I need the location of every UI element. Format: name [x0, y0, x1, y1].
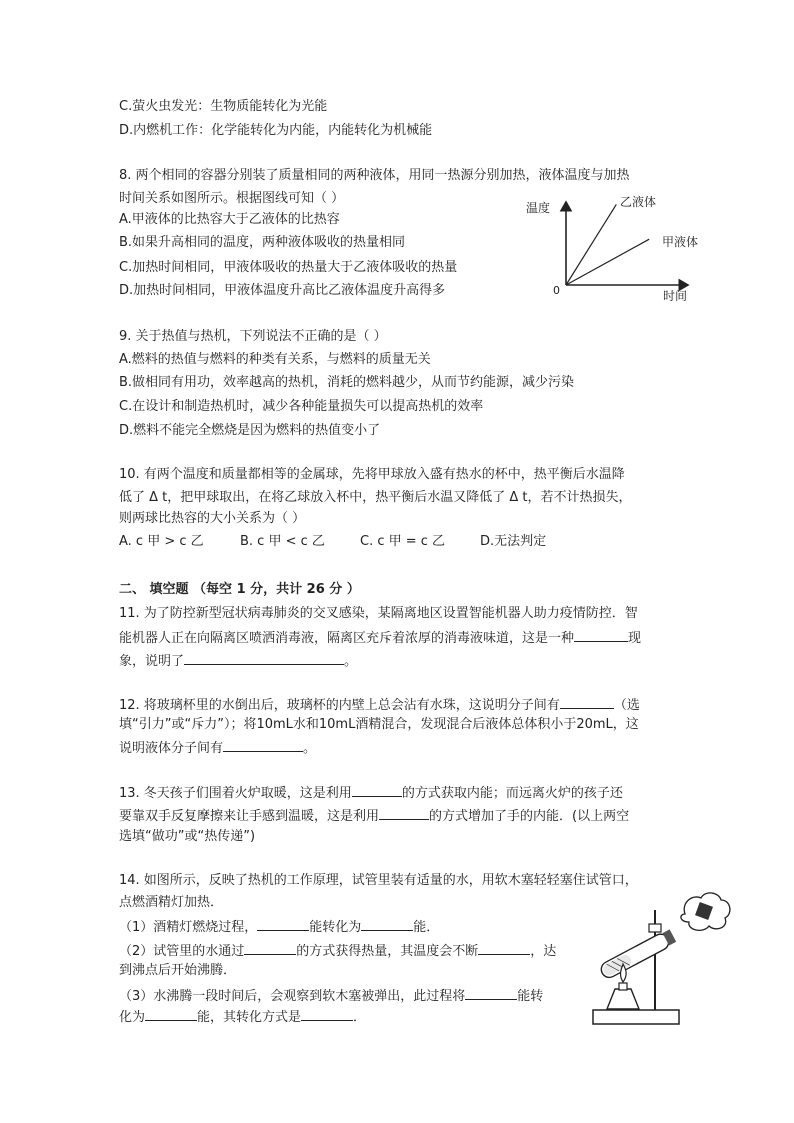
q14-blank-1[interactable]	[257, 916, 309, 931]
q8-option-d: D.加热时间相同，甲液体温度升高比乙液体温度升高得多	[119, 283, 446, 298]
q12-line1-end: （选	[613, 698, 640, 713]
q11-line3-text: 象，说明了	[119, 654, 185, 669]
q13-line1-text: 13. 冬天孩子们围着火炉取暖，这是利用	[119, 786, 352, 801]
q12-line3-text: 说明液体分子间有	[119, 741, 224, 756]
q8-option-c: C.加热时间相同，甲液体吸收的热量大于乙液体吸收的热量	[119, 260, 458, 275]
q9-stem: 9. 关于热值与热机，下列说法不正确的是（ ）	[119, 329, 387, 344]
q14-sub3-cont	[119, 1006, 366, 1028]
series-line-jia	[566, 239, 649, 285]
series-label-jia: 甲液体	[662, 235, 699, 249]
series-label-yi: 乙液体	[620, 195, 657, 209]
q9-option-a: A.燃料的热值与燃料的种类有关系，与燃料的质量无关	[119, 352, 431, 367]
q13-line1-end: 的方式获取内能；而远离火炉的孩子还	[401, 786, 623, 801]
q14-sub3-end: 能转	[517, 989, 544, 1004]
q10-option-a: A. c 甲 > c 乙	[119, 534, 204, 549]
q13-line2-text: 要靠双手反复摩擦来让手感到温暖，这是利用	[119, 809, 380, 824]
q10-option-b: B. c 甲 < c 乙	[240, 534, 325, 549]
q13-line2-end: 的方式增加了手的内能．(以上两空	[429, 809, 630, 824]
q14-blank-3[interactable]	[244, 940, 296, 955]
q14-sub1-mid: 能转化为	[309, 920, 362, 935]
q12-blank-1[interactable]	[560, 694, 614, 709]
q11-line3-end: 。	[344, 654, 358, 669]
test-tube	[599, 929, 677, 981]
q12-blank-2[interactable]	[223, 737, 303, 752]
q14-line2: 点燃酒精灯加热．	[119, 895, 224, 910]
q14-sub2-text: （2）试管里的水通过	[119, 944, 245, 959]
q14-sub1	[119, 916, 439, 938]
q11-line2	[119, 627, 641, 649]
q14-blank-5[interactable]	[465, 985, 517, 1000]
q14-blank-6[interactable]	[145, 1006, 197, 1021]
stand-base	[593, 1010, 679, 1024]
q9-option-c: C.在设计和制造热机时，减少各种能量损失可以提高热机的效率	[119, 399, 484, 414]
q10-option-d: D.无法判定	[480, 534, 547, 549]
q13-line3: 选填“做功”或“热传递”)	[119, 829, 256, 844]
temperature-time-graph	[520, 188, 710, 308]
origin-label: 0	[553, 284, 560, 297]
q11-blank-2[interactable]	[184, 650, 344, 665]
q11-line3	[119, 650, 357, 672]
q14-sub1-end: 能．	[413, 920, 440, 935]
q11-line2-end: 现	[628, 631, 642, 646]
x-axis-label: 时间	[663, 289, 688, 303]
q12-line3-end: 。	[303, 741, 317, 756]
q10-stem-line3: 则两球比热容的大小关系为（ ）	[119, 511, 306, 526]
q7-option-d: D.内燃机工作：化学能转化为内能，内能转化为机械能	[119, 123, 433, 138]
section-2-title: 二、 填空题 （每空 1 分，共计 26 分 ）	[119, 582, 360, 597]
q14-blank-7[interactable]	[301, 1006, 353, 1021]
q14-sub3	[119, 985, 543, 1007]
alcohol-lamp	[607, 989, 639, 1009]
q14-sub3-cont-text: 化为	[119, 1010, 146, 1025]
q12-line2: 填“引力”或“斥力”）；将10mL水和10mL酒精混合，发现混合后液体总体积小于20mL，这	[119, 717, 639, 732]
q14-blank-2[interactable]	[361, 916, 413, 931]
q10-stem-line1: 10. 有两个温度和质量都相等的金属球，先将甲球放入盛有热水的杯中，热平衡后水温降	[119, 467, 625, 482]
q8-stem-line1: 8. 两个相同的容器分别装了质量相同的两种液体，用同一热源分别加热，液体温度与加热	[119, 168, 630, 183]
q8-stem-line2: 时间关系如图所示。根据图线可知（ ）	[119, 191, 345, 206]
q12-line3	[119, 737, 316, 759]
q13-line2	[119, 805, 629, 827]
q14-sub2-cont: 到沸点后开始沸腾．	[119, 963, 237, 978]
heat-engine-apparatus-figure	[585, 888, 735, 1033]
q12-line1	[119, 694, 640, 716]
q13-line1	[119, 782, 623, 804]
q14-sub2	[119, 940, 556, 962]
q14-sub3-cont-mid: 能，其转化方式是	[197, 1010, 302, 1025]
q13-blank-1[interactable]	[352, 782, 402, 797]
q14-blank-4[interactable]	[478, 940, 530, 955]
q11-line2-text: 能机器人正在向隔离区喷洒消毒液，隔离区充斥着浓厚的消毒液味道，这是一种	[119, 631, 575, 646]
clamp	[649, 924, 661, 932]
q7-option-c: C.萤火虫发光：生物质能转化为光能	[119, 99, 328, 114]
q8-option-b: B.如果升高相同的温度，两种液体吸收的热量相同	[119, 235, 406, 250]
q11-blank-1[interactable]	[574, 627, 628, 642]
q8-option-a: A.甲液体的比热容大于乙液体的比热容	[119, 212, 340, 227]
q14-sub3-text: （3）水沸腾一段时间后，会观察到软木塞被弹出，此过程将	[119, 989, 466, 1004]
q14-line1: 14. 如图所示，反映了热机的工作原理，试管里装有适量的水，用软木塞轻轻塞住试管口，	[119, 873, 638, 888]
q14-sub2-end: ，达	[530, 944, 557, 959]
q12-line1-text: 12. 将玻璃杯里的水倒出后，玻璃杯的内壁上总会沾有水珠，这说明分子间有	[119, 698, 560, 713]
q9-option-b: B.做相同有用功，效率越高的热机，消耗的燃料越少，从而节约能源，减少污染	[119, 375, 575, 390]
q10-option-c: C. c 甲 = c 乙	[360, 534, 446, 549]
y-axis-label: 温度	[526, 201, 551, 215]
q10-stem-line2: 低了 Δ t，把甲球取出，在将乙球放入杯中，热平衡后水温又降低了 Δ t，若不计热损失，	[119, 490, 632, 505]
q13-blank-2[interactable]	[379, 805, 429, 820]
q14-sub2-mid: 的方式获得热量，其温度会不断	[296, 944, 479, 959]
q14-sub1-text: （1）酒精灯燃烧过程，	[119, 920, 258, 935]
q14-sub3-cont-end: ．	[353, 1010, 367, 1025]
series-line-yi	[566, 204, 616, 285]
q11-line1: 11. 为了防控新型冠状病毒肺炎的交叉感染，某隔离地区设置智能机器人助力疫情防控．智	[119, 606, 638, 621]
q9-option-d: D.燃料不能完全燃烧是因为燃料的热值变小了	[119, 423, 381, 438]
